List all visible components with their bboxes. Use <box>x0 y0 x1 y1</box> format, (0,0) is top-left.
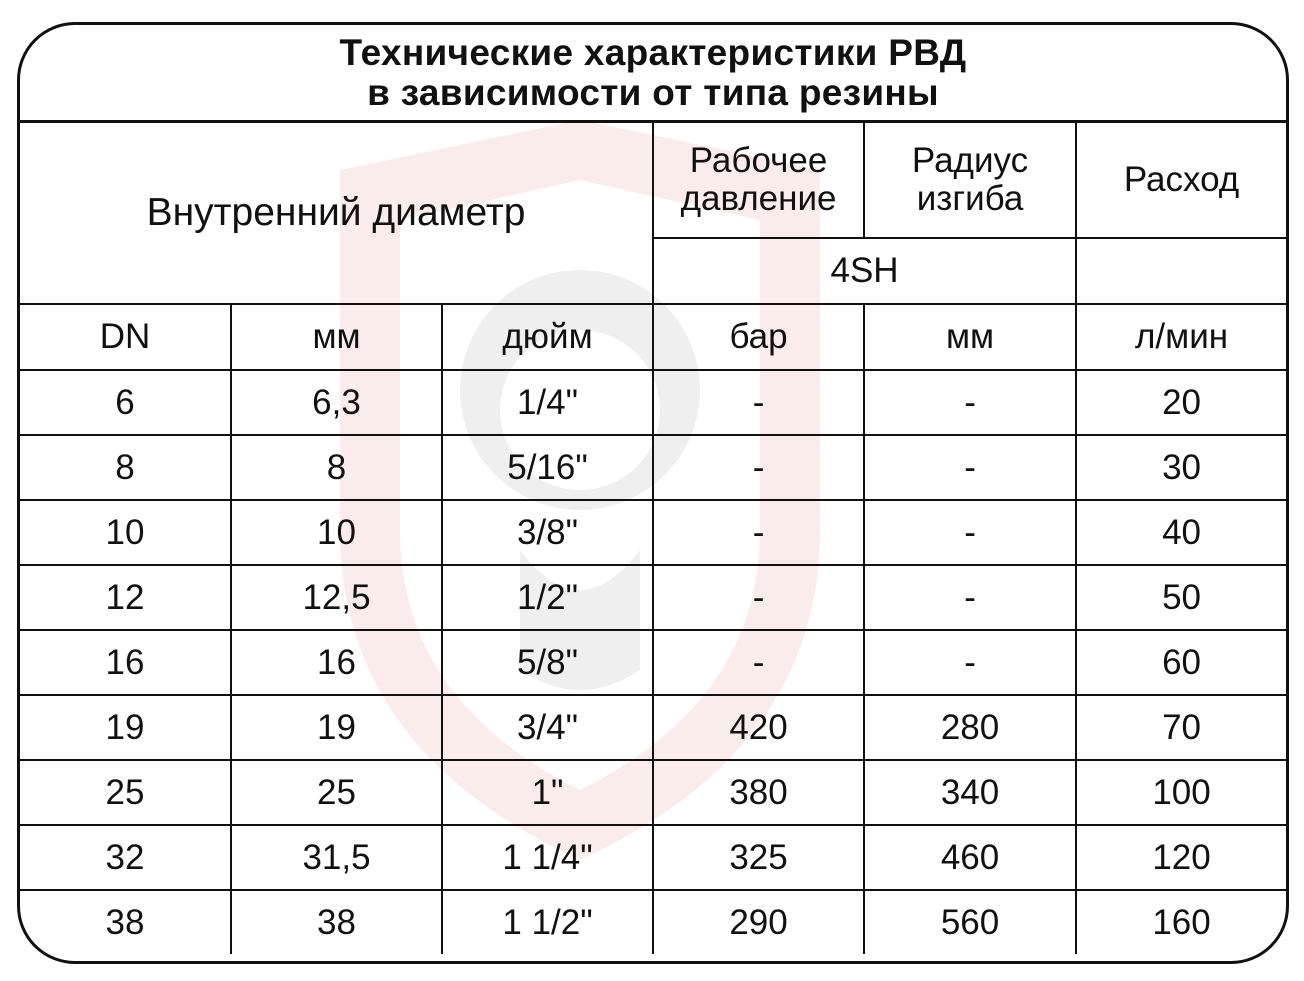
cell-bar: - <box>653 565 864 630</box>
table-row <box>20 500 1286 565</box>
cell-radius: 280 <box>864 695 1076 760</box>
cell-mm: 31,5 <box>231 825 442 890</box>
inner-diameter-header: Внутренний диаметр <box>20 123 653 304</box>
cell-bar: - <box>653 435 864 500</box>
cell-bar: - <box>653 500 864 565</box>
cell-flow: 50 <box>1076 565 1286 630</box>
cell-dn: 12 <box>20 565 231 630</box>
units-row <box>20 304 1286 370</box>
cell-mm: 8 <box>231 435 442 500</box>
hose-type-header: 4SH <box>653 238 1076 304</box>
cell-inch: 1/4" <box>442 370 653 435</box>
cell-flow: 100 <box>1076 760 1286 825</box>
spec-card <box>17 22 1289 964</box>
title-line-2: в зависимости от типа резины <box>367 71 939 113</box>
cell-radius: - <box>864 370 1076 435</box>
table-row <box>20 695 1286 760</box>
pressure-header-line-2: давление <box>680 179 837 218</box>
cell-flow: 40 <box>1076 500 1286 565</box>
table-row <box>20 565 1286 630</box>
unit-dn: DN <box>20 304 231 370</box>
cell-flow: 120 <box>1076 825 1286 890</box>
cell-inch: 3/8" <box>442 500 653 565</box>
table-row <box>20 630 1286 695</box>
unit-mm: мм <box>231 304 442 370</box>
cell-mm: 12,5 <box>231 565 442 630</box>
spec-table <box>20 123 1286 954</box>
cell-mm: 38 <box>231 890 442 954</box>
radius-header-line-2: изгиба <box>916 179 1024 218</box>
unit-radius-mm: мм <box>864 304 1076 370</box>
cell-inch: 5/8" <box>442 630 653 695</box>
cell-inch: 5/16" <box>442 435 653 500</box>
cell-bar: 325 <box>653 825 864 890</box>
unit-flow: л/мин <box>1076 304 1286 370</box>
cell-inch: 1" <box>442 760 653 825</box>
cell-inch: 1 1/2" <box>442 890 653 954</box>
table-row <box>20 825 1286 890</box>
cell-radius: 560 <box>864 890 1076 954</box>
cell-inch: 1 1/4" <box>442 825 653 890</box>
cell-dn: 8 <box>20 435 231 500</box>
cell-radius: - <box>864 630 1076 695</box>
cell-flow: 70 <box>1076 695 1286 760</box>
page-title <box>20 25 1286 123</box>
cell-radius: - <box>864 500 1076 565</box>
pressure-header-line-1: Рабочее <box>689 141 828 180</box>
cell-radius: 460 <box>864 825 1076 890</box>
cell-bar: 290 <box>653 890 864 954</box>
cell-radius: 340 <box>864 760 1076 825</box>
header-row <box>20 123 1286 238</box>
cell-mm: 6,3 <box>231 370 442 435</box>
cell-mm: 10 <box>231 500 442 565</box>
cell-dn: 32 <box>20 825 231 890</box>
cell-flow: 160 <box>1076 890 1286 954</box>
table-row <box>20 435 1286 500</box>
cell-bar: - <box>653 630 864 695</box>
radius-header <box>864 123 1076 238</box>
cell-mm: 19 <box>231 695 442 760</box>
cell-radius: - <box>864 435 1076 500</box>
flow-header: Расход <box>1076 123 1286 238</box>
cell-flow: 60 <box>1076 630 1286 695</box>
cell-mm: 25 <box>231 760 442 825</box>
unit-inch: дюйм <box>442 304 653 370</box>
cell-inch: 1/2" <box>442 565 653 630</box>
cell-inch: 3/4" <box>442 695 653 760</box>
cell-dn: 10 <box>20 500 231 565</box>
cell-flow: 20 <box>1076 370 1286 435</box>
radius-header-line-1: Радиус <box>911 141 1029 180</box>
title-line-1: Технические характеристики РВД <box>339 31 967 73</box>
cell-bar: 420 <box>653 695 864 760</box>
cell-dn: 38 <box>20 890 231 954</box>
cell-dn: 19 <box>20 695 231 760</box>
cell-bar: 380 <box>653 760 864 825</box>
hose-type-empty <box>1076 238 1286 304</box>
cell-bar: - <box>653 370 864 435</box>
cell-dn: 16 <box>20 630 231 695</box>
table-row <box>20 890 1286 954</box>
cell-dn: 6 <box>20 370 231 435</box>
cell-flow: 30 <box>1076 435 1286 500</box>
table-row <box>20 760 1286 825</box>
cell-radius: - <box>864 565 1076 630</box>
cell-dn: 25 <box>20 760 231 825</box>
cell-mm: 16 <box>231 630 442 695</box>
unit-bar: бар <box>653 304 864 370</box>
table-row <box>20 370 1286 435</box>
pressure-header <box>653 123 864 238</box>
